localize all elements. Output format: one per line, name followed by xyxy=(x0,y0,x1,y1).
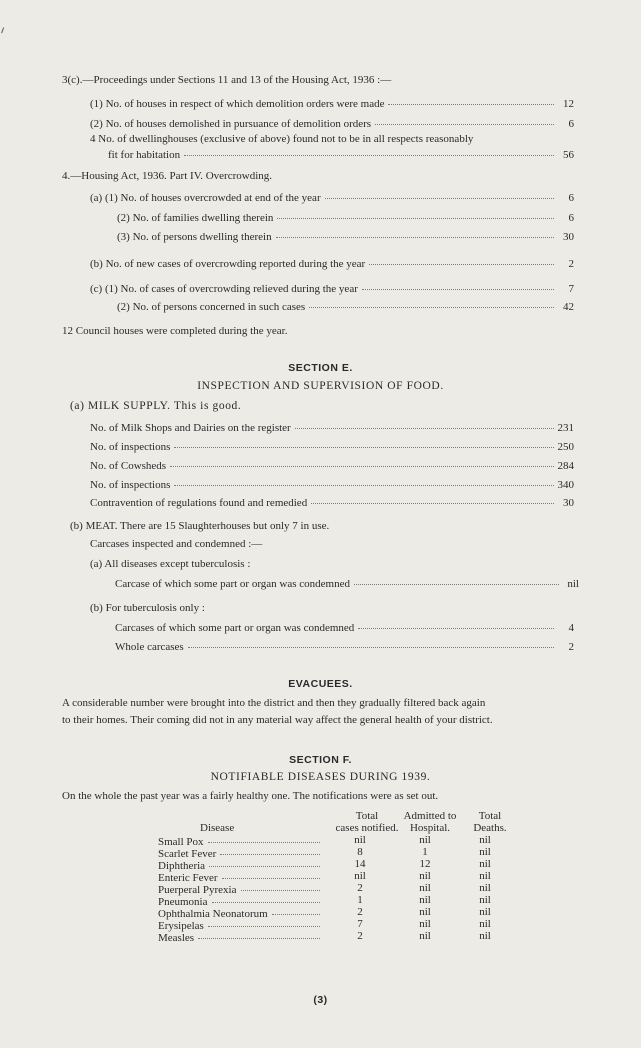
section-e-heading: SECTION E. xyxy=(288,362,353,374)
leader-dots xyxy=(311,493,554,504)
item-value: 30 xyxy=(563,497,574,509)
total-cell: nil xyxy=(354,870,366,882)
housing-item-1 xyxy=(90,96,574,110)
admitted-cell: nil xyxy=(419,930,431,942)
council-houses-note: 12 Council houses were completed during the year. xyxy=(62,325,288,337)
disease-name: Diphtheria xyxy=(158,860,206,872)
housing-item-3-line1: 4 No. of dwellinghouses (exclusive of above) found not to be in all respects reasonably xyxy=(90,133,474,145)
milk-item xyxy=(90,439,574,453)
item-label: Carcase of which some part or organ was condemned xyxy=(115,578,350,590)
item-value: 12 xyxy=(563,98,574,110)
milk-item xyxy=(90,495,574,509)
total-cell: 2 xyxy=(357,930,363,942)
item-label: (2) No. of families dwelling therein xyxy=(117,212,274,224)
leader-dots xyxy=(295,418,554,429)
admitted-cell: nil xyxy=(419,894,431,906)
item-label: (1) No. of houses in respect of which demolition orders were made xyxy=(90,98,385,110)
disease-name: Small Pox xyxy=(158,836,204,848)
item-label: (c) (1) No. of cases of overcrowding relieved during the year xyxy=(90,283,358,295)
leader-dots xyxy=(208,916,320,927)
item-value: 340 xyxy=(557,479,574,491)
item-value: nil xyxy=(567,578,579,590)
item-label: (2) No. of houses demolished in pursuance of demolition orders xyxy=(90,118,372,130)
overcrowding-item-a3 xyxy=(117,229,574,243)
leader-dots xyxy=(209,856,320,867)
admitted-cell: nil xyxy=(419,870,431,882)
evacuees-heading: EVACUEES. xyxy=(288,678,353,690)
item-label: (b) No. of new cases of overcrowding reported during the year xyxy=(90,258,366,270)
margin-mark xyxy=(1,27,8,34)
deaths-cell: nil xyxy=(479,870,491,882)
item-value: 30 xyxy=(563,231,574,243)
col-deaths-header-top: Total xyxy=(478,810,502,822)
item-value: 56 xyxy=(563,149,574,161)
meat-a-item xyxy=(115,576,579,590)
item-value: 231 xyxy=(557,422,574,434)
milk-item xyxy=(90,420,574,434)
deaths-cell: nil xyxy=(479,834,491,846)
deaths-cell: nil xyxy=(479,882,491,894)
overcrowding-item-c2 xyxy=(117,299,574,313)
evacuees-text-line2: to their homes. Their coming did not in any material way affect the general health of your district. xyxy=(62,714,493,726)
item-label: fit for habitation xyxy=(108,149,181,161)
total-cell: 2 xyxy=(357,906,363,918)
item-label: (a) (1) No. of houses overcrowded at end of the year xyxy=(90,192,321,204)
evacuees-text-line1: A considerable number were brought into the district and then they gradually filtered back again xyxy=(62,697,486,709)
overcrowding-item-c1 xyxy=(90,281,574,295)
page-number: (3) xyxy=(313,994,328,1006)
item-value: 7 xyxy=(568,283,574,295)
leader-dots xyxy=(369,254,554,265)
admitted-cell: 12 xyxy=(419,858,431,870)
housing-item-3 xyxy=(108,147,574,161)
col-admitted-header-bottom: Hospital. xyxy=(409,822,451,834)
leader-dots xyxy=(362,279,554,290)
leader-dots xyxy=(358,618,554,629)
leader-dots xyxy=(174,475,553,486)
total-cell: 1 xyxy=(357,894,363,906)
milk-item xyxy=(90,458,574,472)
leader-dots xyxy=(309,297,554,308)
admitted-cell: nil xyxy=(419,906,431,918)
deaths-cell: nil xyxy=(479,846,491,858)
deaths-cell: nil xyxy=(479,906,491,918)
item-value: 6 xyxy=(568,192,574,204)
leader-dots xyxy=(325,188,554,199)
disease-name: Puerperal Pyrexia xyxy=(158,884,237,896)
item-label: Carcases of which some part or organ was condemned xyxy=(115,622,355,634)
meat-b-item xyxy=(115,639,574,653)
leader-dots xyxy=(184,145,554,156)
overcrowding-item-a2 xyxy=(117,210,574,224)
item-label: Whole carcases xyxy=(115,641,184,653)
disease-name: Erysipelas xyxy=(158,920,204,932)
leader-dots xyxy=(198,928,320,939)
milk-supply-title: (a) MILK SUPPLY. This is good. xyxy=(70,400,242,412)
deaths-cell: nil xyxy=(479,918,491,930)
item-value: 6 xyxy=(568,212,574,224)
total-cell: 2 xyxy=(357,882,363,894)
col-disease-header: Disease xyxy=(200,822,235,834)
leader-dots xyxy=(222,868,320,879)
overcrowding-item-b xyxy=(90,256,574,270)
item-label: (2) No. of persons concerned in such cases xyxy=(117,301,306,313)
leader-dots xyxy=(208,832,320,843)
disease-name: Enteric Fever xyxy=(158,872,218,884)
leader-dots xyxy=(354,574,559,585)
item-label: Contravention of regulations found and remedied xyxy=(90,497,308,509)
item-label: No. of Milk Shops and Dairies on the register xyxy=(90,422,291,434)
leader-dots xyxy=(188,637,554,648)
item-value: 2 xyxy=(568,258,574,270)
col-total-header-bottom: cases notified. xyxy=(335,822,399,834)
total-cell: 7 xyxy=(357,918,363,930)
overcrowding-item-a1 xyxy=(90,190,574,204)
item-label: (3) No. of persons dwelling therein xyxy=(117,231,272,243)
leader-dots xyxy=(272,904,320,915)
part-iv-title: 4.—Housing Act, 1936. Part IV. Overcrowding. xyxy=(62,170,272,182)
admitted-cell: nil xyxy=(419,834,431,846)
deaths-cell: nil xyxy=(479,930,491,942)
meat-subtitle: Carcases inspected and condemned :— xyxy=(90,538,263,550)
total-cell: 8 xyxy=(357,846,363,858)
disease-name: Scarlet Fever xyxy=(158,848,217,860)
item-value: 250 xyxy=(557,441,574,453)
meat-title: (b) MEAT. There are 15 Slaughterhouses but only 7 in use. xyxy=(70,520,330,532)
admitted-cell: 1 xyxy=(422,846,428,858)
col-admitted-header-top: Admitted to xyxy=(403,810,457,822)
leader-dots xyxy=(276,227,554,238)
meat-b-item xyxy=(115,620,574,634)
col-total-header-top: Total xyxy=(355,810,379,822)
leader-dots xyxy=(241,880,321,891)
total-cell: nil xyxy=(354,834,366,846)
section-e-subheading: INSPECTION AND SUPERVISION OF FOOD. xyxy=(197,380,444,392)
section-f-subheading: NOTIFIABLE DISEASES DURING 1939. xyxy=(210,771,431,783)
item-label: No. of inspections xyxy=(90,479,171,491)
leader-dots xyxy=(375,114,554,125)
housing-item-2 xyxy=(90,116,574,130)
leader-dots xyxy=(388,94,554,105)
leader-dots xyxy=(170,456,553,467)
housing-act-title: 3(c).—Proceedings under Sections 11 and 13 of the Housing Act, 1936 :— xyxy=(62,74,392,86)
col-deaths-header-bottom: Deaths. xyxy=(473,822,507,834)
leader-dots xyxy=(174,437,553,448)
disease-name: Measles xyxy=(158,932,195,944)
item-label: No. of Cowsheds xyxy=(90,460,167,472)
leader-dots xyxy=(220,844,320,855)
section-f-heading: SECTION F. xyxy=(289,754,352,766)
table-row xyxy=(158,930,324,944)
disease-name: Pneumonia xyxy=(158,896,208,908)
leader-dots xyxy=(277,208,554,219)
deaths-cell: nil xyxy=(479,894,491,906)
item-value: 42 xyxy=(563,301,574,313)
section-f-intro: On the whole the past year was a fairly healthy one. The notifications were as set out. xyxy=(62,790,439,802)
item-value: 284 xyxy=(557,460,574,472)
item-value: 6 xyxy=(568,118,574,130)
admitted-cell: nil xyxy=(419,882,431,894)
leader-dots xyxy=(212,892,321,903)
deaths-cell: nil xyxy=(479,858,491,870)
milk-item xyxy=(90,477,574,491)
item-value: 4 xyxy=(568,622,574,634)
admitted-cell: nil xyxy=(419,918,431,930)
total-cell: 14 xyxy=(354,858,366,870)
meat-b-title: (b) For tuberculosis only : xyxy=(90,602,205,614)
item-label: No. of inspections xyxy=(90,441,171,453)
disease-name: Ophthalmia Neonatorum xyxy=(158,908,268,920)
item-value: 2 xyxy=(568,641,574,653)
meat-a-title: (a) All diseases except tuberculosis : xyxy=(90,558,251,570)
